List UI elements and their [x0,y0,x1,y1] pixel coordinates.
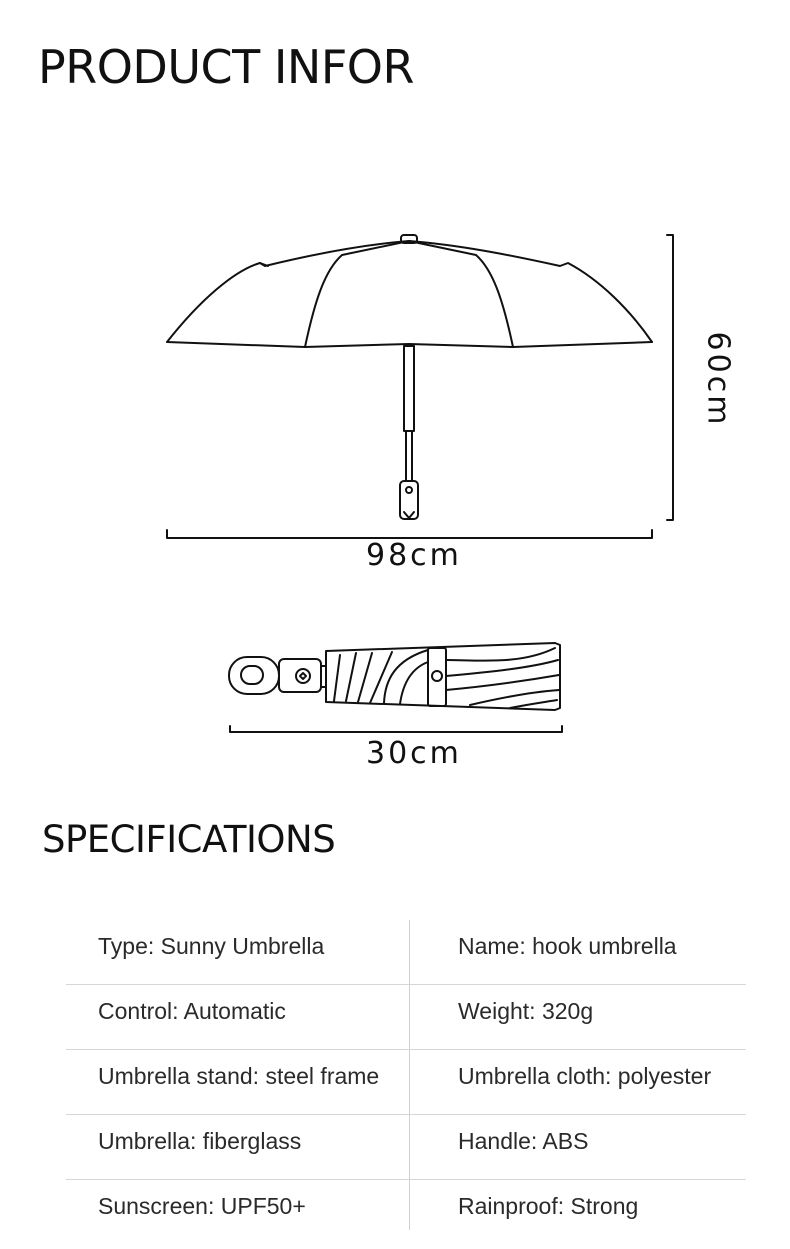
open-height-label: 60cm [700,331,736,428]
open-umbrella-icon [167,235,652,519]
spec-handle: Handle: ABS [458,1128,589,1154]
spec-weight: Weight: 320g [458,998,594,1024]
table-row [66,1049,746,1114]
table-row [66,1114,746,1179]
spec-type: Type: Sunny Umbrella [98,933,325,959]
height-dimension-line [667,235,673,520]
spec-control: Control: Automatic [98,998,286,1024]
folded-length-label: 30cm [366,736,462,771]
specifications-table [66,920,746,1244]
spec-rainproof: Rainproof: Strong [458,1193,639,1219]
specifications-heading: SPECIFICATIONS [42,818,336,861]
table-row [66,984,746,1049]
table-row [66,1179,746,1244]
spec-stand: Umbrella stand: steel frame [98,1063,380,1089]
spec-cloth: Umbrella cloth: polyester [458,1063,712,1089]
product-info-heading: PRODUCT INFOR [38,40,414,94]
spec-sunscreen: Sunscreen: UPF50+ [98,1193,306,1219]
table-row [66,920,746,984]
folded-umbrella-icon [229,643,560,710]
spec-name: Name: hook umbrella [458,933,677,959]
spec-rib-material: Umbrella: fiberglass [98,1128,302,1154]
open-width-label: 98cm [366,538,462,573]
width-dimension-line [167,530,652,538]
folded-dimension-line [230,726,562,732]
